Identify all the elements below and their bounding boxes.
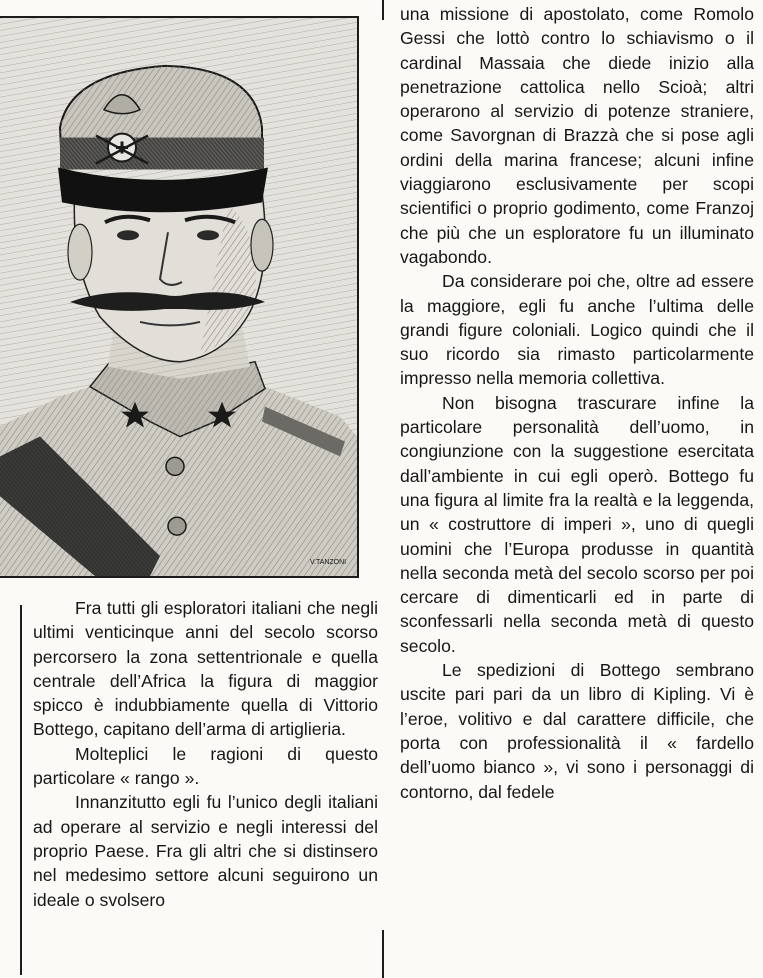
paragraph: Le spedizioni di Bottego sembrano uscite pari pari da un libro di Kipling. Vi è l’eroe, volitivo e dal carattere difficile, che porta con professionalità il « fardello dell’uomo bianco », vi sono i personaggi di contorno, dal fedele [400, 660, 754, 802]
paragraph: una missione di apostolato, come Romolo Gessi che lottò contro lo schiavismo o il cardinal Massaia che diede inizio alla penetrazione cattolica nello Scioà; altri operarono al servizio di potenze straniere, come Savorgnan di Brazzà che si pose agli ordini della marina francese; alcuni infine viaggiarono esclusivamente per scopi scientifici o proprio godimento, come Franzoj che più che un esploratore fu un illuminato vagabondo. [400, 4, 754, 267]
right-text-column [400, 2, 754, 804]
signature: V.TANZONI [310, 559, 347, 567]
paragraph: Fra tutti gli esploratori italiani che negli ultimi venticinque anni del secolo scorso percorsero la zona settentrionale e quella centrale dell’Africa la figura di maggior spicco è indubbiamente quella di Vittorio Bottego, capitano dell’arma di artiglieria. [33, 598, 378, 740]
column-rule [20, 605, 22, 975]
paragraph: Non bisogna trascurare infine la particolare personalità dell’uomo, in congiunzione con la suggestione esercitata dall’ambiente in cui egli operò. Bottego fu una figura al limite fra la realtà e la leggenda, un « costruttore di imperi », uno di quegli uomini che l’Europa produsse in quantità nella seconda metà del secolo scorso per poi cercare di dimenticarli ed in parte di sconfessarli nella seconda metà di questo secolo. [400, 392, 754, 656]
officer-engraving [0, 18, 357, 576]
left-text-column [33, 596, 378, 912]
paragraph: Innanzitutto egli fu l’unico degli italiani ad operare al servizio e negli interessi del proprio Paese. Fra gli altri che si distinsero nel medesimo settore alcuni seguirono un ideale o svolsero [33, 792, 378, 910]
column-rule [382, 0, 384, 20]
paragraph: Da considerare poi che, oltre ad essere la maggiore, egli fu anche l’ultima delle grandi figure coloniali. Logico quindi che il suo ricordo sia rimasto particolarmente impresso nella memoria collettiva. [400, 271, 754, 389]
column-rule [382, 930, 384, 978]
portrait-illustration [0, 16, 359, 578]
paragraph: Molteplici le ragioni di questo particolare « rango ». [33, 743, 378, 789]
